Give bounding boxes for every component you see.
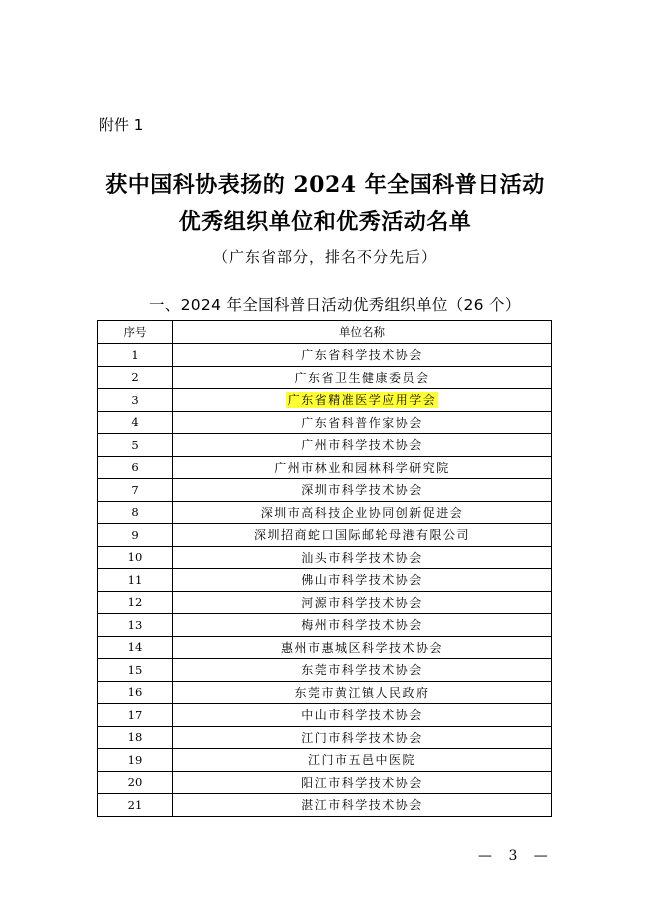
table-row	[98, 479, 552, 502]
row-number: 1	[98, 344, 173, 367]
table-row	[98, 344, 552, 367]
organization-name: 深圳市科学技术协会	[301, 483, 423, 498]
organization-name: 汕头市科学技术协会	[301, 550, 423, 565]
table-row	[98, 591, 552, 614]
row-number: 3	[98, 389, 173, 412]
organization-name: 佛山市科学技术协会	[301, 573, 423, 588]
row-number: 6	[98, 456, 173, 479]
row-number: 7	[98, 479, 173, 502]
document-title-line2: 优秀组织单位和优秀活动名单	[178, 209, 472, 235]
row-organization-name	[173, 794, 552, 817]
page-number: — 3 —	[478, 848, 554, 864]
row-organization-name	[173, 659, 552, 682]
organization-name: 东莞市科学技术协会	[301, 663, 423, 678]
table-row	[98, 681, 552, 704]
row-number: 17	[98, 704, 173, 727]
row-organization-name	[173, 344, 552, 367]
organization-name: 广东省卫生健康委员会	[294, 370, 430, 385]
row-number: 13	[98, 614, 173, 637]
organization-name: 惠州市惠城区科学技术协会	[280, 640, 443, 655]
table-row	[98, 659, 552, 682]
organization-name: 梅州市科学技术协会	[301, 618, 423, 633]
row-organization-name	[173, 479, 552, 502]
organization-name: 江门市科学技术协会	[301, 730, 423, 745]
organization-name: 阳江市科学技术协会	[301, 775, 423, 790]
organization-name: 深圳招商蛇口国际邮轮母港有限公司	[253, 528, 470, 543]
row-number: 2	[98, 366, 173, 389]
row-number: 14	[98, 636, 173, 659]
row-organization-name	[173, 704, 552, 727]
row-number: 19	[98, 749, 173, 772]
column-header-number: 序号	[98, 321, 173, 344]
row-organization-name	[173, 749, 552, 772]
row-number: 10	[98, 546, 173, 569]
table-row	[98, 794, 552, 817]
row-organization-name	[173, 389, 552, 412]
organization-name: 江门市五邑中医院	[307, 753, 416, 768]
row-number: 5	[98, 434, 173, 457]
organization-name: 河源市科学技术协会	[301, 595, 423, 610]
row-organization-name	[173, 524, 552, 547]
row-organization-name	[173, 434, 552, 457]
table-row	[98, 636, 552, 659]
document-subtitle: （广东省部分，排名不分先后）	[212, 248, 437, 266]
row-organization-name	[173, 366, 552, 389]
row-organization-name	[173, 411, 552, 434]
table-row	[98, 749, 552, 772]
attachment-label: 附件 1	[99, 116, 144, 134]
table-row	[98, 524, 552, 547]
table-row	[98, 546, 552, 569]
organization-name: 广州市林业和园林科学研究院	[274, 460, 450, 475]
row-number: 18	[98, 726, 173, 749]
table-row	[98, 501, 552, 524]
row-organization-name	[173, 546, 552, 569]
row-number: 11	[98, 569, 173, 592]
row-organization-name	[173, 636, 552, 659]
organization-name: 中山市科学技术协会	[301, 708, 423, 723]
table-row	[98, 771, 552, 794]
table-body	[98, 344, 552, 817]
organization-name: 深圳市高科技企业协同创新促进会	[260, 505, 464, 520]
row-organization-name	[173, 591, 552, 614]
organization-name: 广州市科学技术协会	[301, 438, 423, 453]
highlighted-name: 广东省精准医学应用学会	[287, 393, 437, 408]
table-row	[98, 411, 552, 434]
row-number: 12	[98, 591, 173, 614]
table-row	[98, 569, 552, 592]
table-row	[98, 434, 552, 457]
row-number: 16	[98, 681, 173, 704]
row-number: 15	[98, 659, 173, 682]
row-number: 9	[98, 524, 173, 547]
organization-name: 广东省科普作家协会	[301, 415, 423, 430]
row-organization-name	[173, 614, 552, 637]
row-number: 21	[98, 794, 173, 817]
row-number: 20	[98, 771, 173, 794]
row-organization-name	[173, 456, 552, 479]
table-row	[98, 704, 552, 727]
table-row	[98, 726, 552, 749]
row-organization-name	[173, 501, 552, 524]
row-organization-name	[173, 771, 552, 794]
organization-name: 广东省科学技术协会	[301, 348, 423, 363]
table-header-row	[98, 321, 552, 344]
row-organization-name	[173, 681, 552, 704]
column-header-name: 单位名称	[173, 321, 552, 344]
row-organization-name	[173, 726, 552, 749]
document-title-line1: 获中国科协表扬的 2024 年全国科普日活动	[105, 172, 545, 198]
table-row	[98, 366, 552, 389]
organization-name: 东莞市黄江镇人民政府	[294, 685, 430, 700]
table-row	[98, 456, 552, 479]
table-row	[98, 614, 552, 637]
row-number: 8	[98, 501, 173, 524]
row-number: 4	[98, 411, 173, 434]
row-organization-name	[173, 569, 552, 592]
section-heading: 一、2024 年全国科普日活动优秀组织单位（26 个）	[149, 296, 521, 314]
organization-table	[97, 320, 552, 817]
table-row	[98, 389, 552, 412]
organization-name: 湛江市科学技术协会	[301, 798, 423, 813]
